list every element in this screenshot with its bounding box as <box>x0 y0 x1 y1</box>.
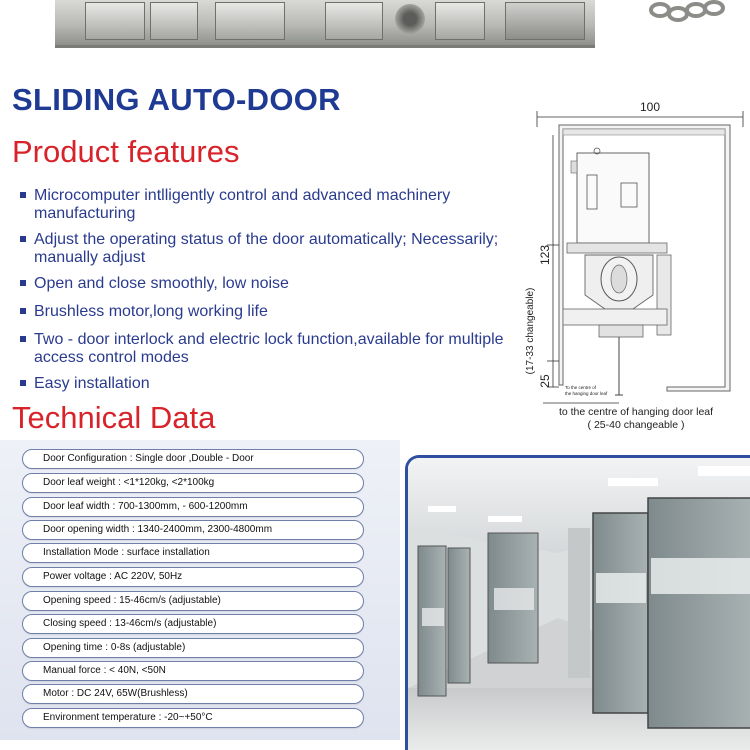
spec-row: Door leaf weight : <1*120kg, <2*100kg <box>22 473 364 493</box>
spec-row: Opening speed : 15-46cm/s (adjustable) <box>22 591 364 611</box>
feature-item: Two - door interlock and electric lock function,available for multiple access control modes <box>20 331 520 367</box>
offset-dimension-label: 25 <box>538 374 552 388</box>
door-mechanism-image <box>55 0 595 48</box>
technical-heading: Technical Data <box>12 400 216 435</box>
square-bullet-icon <box>20 192 26 198</box>
spec-row: Door opening width : 1340-2400mm, 2300-4800mm <box>22 520 364 540</box>
feature-item: Open and close smoothly, low noise <box>20 275 520 293</box>
spec-row: Motor : DC 24V, 65W(Brushless) <box>22 684 364 704</box>
small-note-line-2: the hanging door leaf <box>565 391 608 396</box>
small-note-line-1: To the centre of <box>565 385 597 390</box>
square-bullet-icon <box>20 380 26 386</box>
spec-row: Power voltage : AC 220V, 50Hz <box>22 567 364 587</box>
cross-section-diagram <box>515 95 750 435</box>
feature-item: Microcomputer intlligently control and advanced machinery manufacturing <box>20 187 520 223</box>
square-bullet-icon <box>20 308 26 314</box>
corridor-photo <box>405 455 750 750</box>
page-title: SLIDING AUTO-DOOR <box>12 82 341 117</box>
side-range-label: (17-33 changeable) <box>525 287 536 375</box>
square-bullet-icon <box>20 280 26 286</box>
spec-row: Installation Mode : surface installation <box>22 543 364 563</box>
features-heading: Product features <box>12 134 240 169</box>
spec-row: Door Configuration : Single door ,Double - Door <box>22 449 364 469</box>
bottom-label-line-2: ( 25-40 changeable ) <box>587 419 685 431</box>
spec-row: Opening time : 0-8s (adjustable) <box>22 638 364 658</box>
spec-row: Environment temperature : -20~+50°C <box>22 708 364 728</box>
features-list <box>20 187 520 401</box>
spec-row: Door leaf width : 700-1300mm, - 600-1200mm <box>22 497 364 517</box>
square-bullet-icon <box>20 336 26 342</box>
width-dimension-label: 100 <box>639 100 661 114</box>
chain-image <box>648 0 728 26</box>
height-dimension-label: 123 <box>538 244 552 266</box>
corridor-image <box>408 458 750 750</box>
square-bullet-icon <box>20 236 26 242</box>
top-mechanism-photo <box>0 0 750 62</box>
feature-item: Adjust the operating status of the door automatically; Necessarily; manually adjust <box>20 231 520 267</box>
spec-row: Closing speed : 13-46cm/s (adjustable) <box>22 614 364 634</box>
spec-row: Manual force : < 40N, <50N <box>22 661 364 681</box>
feature-item: Easy installation <box>20 375 520 393</box>
technical-data-panel <box>0 440 400 740</box>
feature-item: Brushless motor,long working life <box>20 303 520 321</box>
bottom-label-line-1: to the centre of hanging door leaf <box>558 406 714 418</box>
